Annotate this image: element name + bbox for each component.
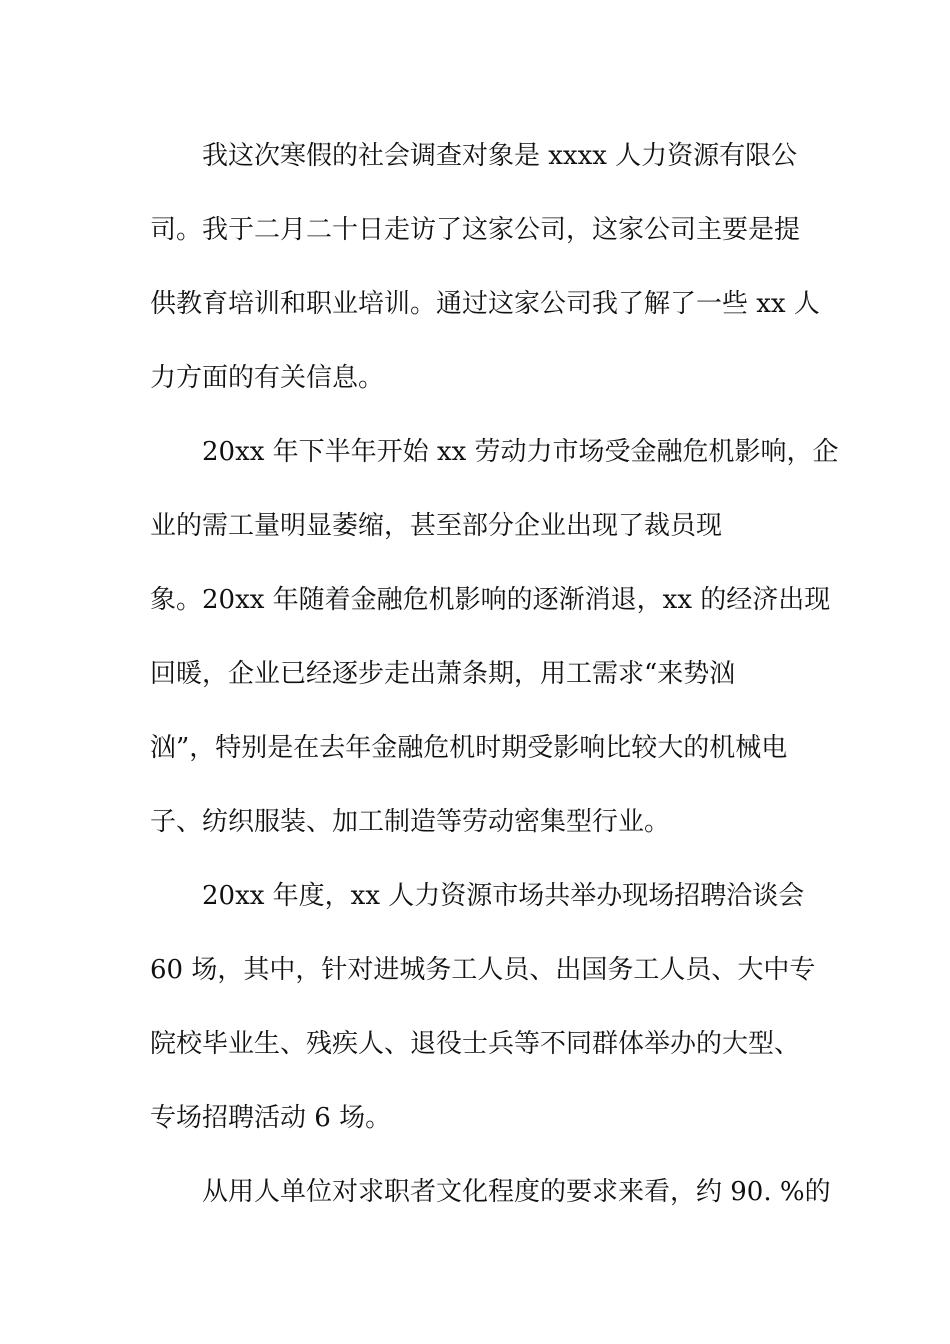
paragraph-2-line-3: 象。20xx 年随着金融危机影响的逐渐消退，xx 的经济出现 bbox=[150, 585, 831, 615]
paragraph-1-line-1: 我这次寒假的社会调查对象是 xxxx 人力资源有限公 bbox=[202, 141, 798, 171]
paragraph-2-line-1: 20xx 年下半年开始 xx 劳动力市场受金融危机影响，企 bbox=[202, 437, 839, 467]
paragraph-1-line-4: 力方面的有关信息。 bbox=[150, 363, 385, 393]
paragraph-3-line-3: 院校毕业生、残疾人、退役士兵等不同群体举办的大型、 bbox=[150, 1029, 801, 1059]
paragraph-1-line-2: 司。我于二月二十日走访了这家公司，这家公司主要是提 bbox=[150, 215, 801, 245]
paragraph-2-line-2: 业的需工量明显萎缩，甚至部分企业出现了裁员现 bbox=[150, 511, 723, 541]
paragraph-3-line-1: 20xx 年度，xx 人力资源市场共举办现场招聘洽谈会 bbox=[202, 881, 805, 911]
paragraph-3-line-2: 60 场，其中，针对进城务工人员、出国务工人员、大中专 bbox=[150, 955, 816, 985]
paragraph-3-line-4: 专场招聘活动 6 场。 bbox=[150, 1103, 392, 1133]
paragraph-2-line-4: 回暖，企业已经逐步走出萧条期，用工需求“来势汹 bbox=[150, 659, 736, 689]
paragraph-4-line-1: 从用人单位对求职者文化程度的要求来看，约 90. %的 bbox=[202, 1177, 831, 1207]
paragraph-2-line-5: 汹”，特别是在去年金融危机时期受影响比较大的机械电 bbox=[150, 733, 788, 763]
paragraph-2-line-6: 子、纺织服装、加工制造等劳动密集型行业。 bbox=[150, 807, 671, 837]
paragraph-1-line-3: 供教育培训和职业培训。通过这家公司我了解了一些 xx 人 bbox=[150, 289, 820, 319]
